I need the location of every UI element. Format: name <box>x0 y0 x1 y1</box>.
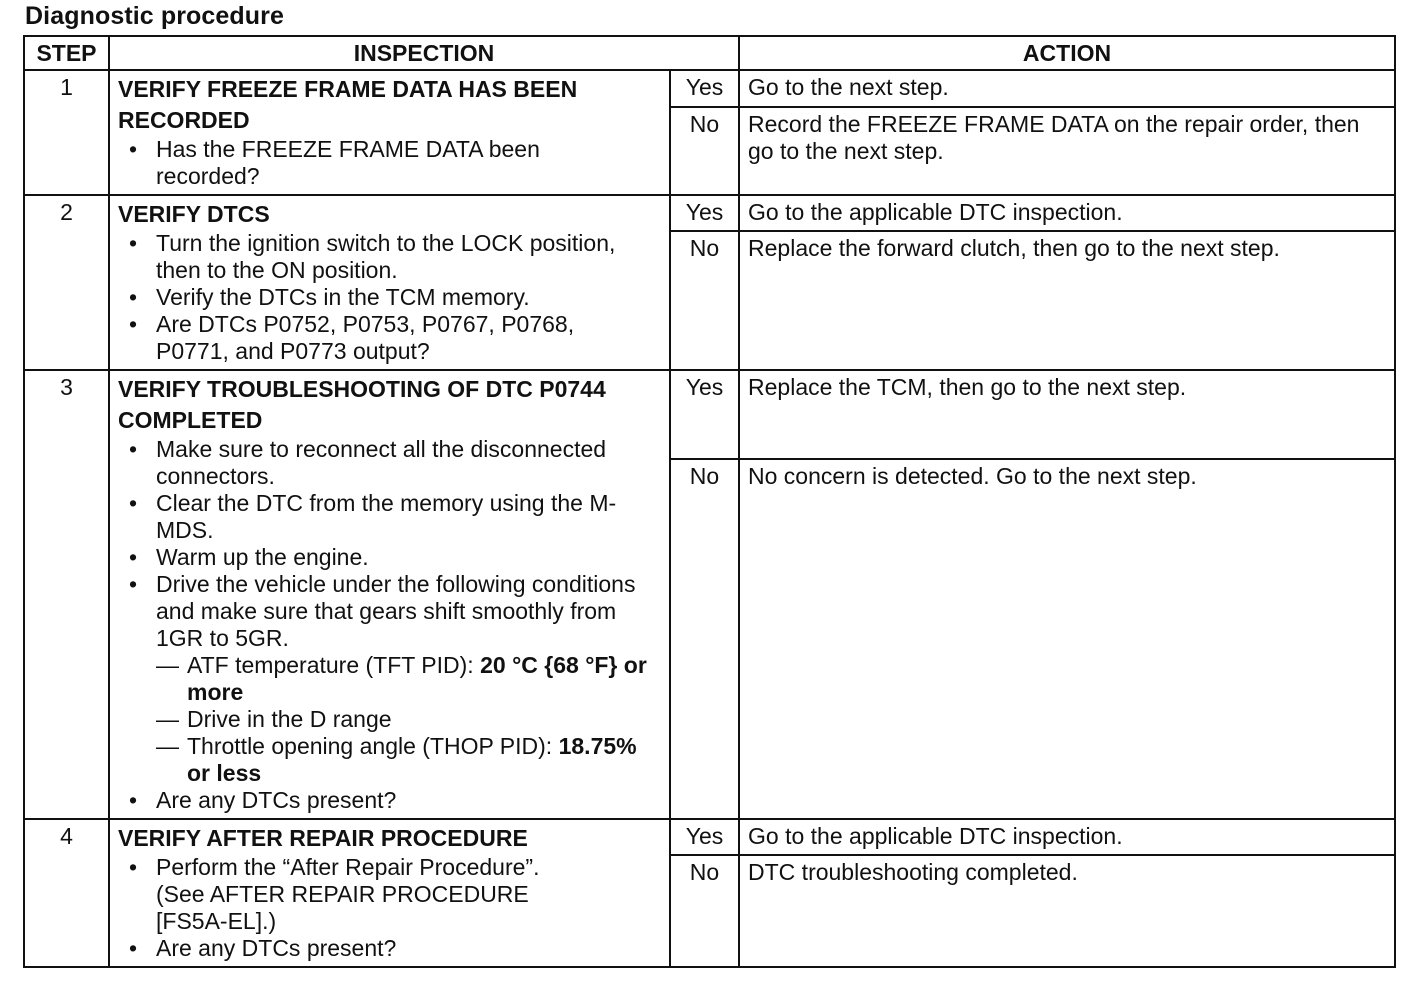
inspection-title: VERIFY DTCS <box>118 201 270 227</box>
no-label: No <box>670 459 739 819</box>
inspection-bullets <box>118 230 663 365</box>
step-number: 3 <box>24 370 109 819</box>
inspection-cell <box>109 195 670 370</box>
inspection-cell <box>109 70 670 195</box>
inspection-bullets <box>118 136 663 190</box>
bullet-item: • Verify the DTCs in the TCM memory. <box>118 284 663 311</box>
bullet-item: • Are DTCs P0752, P0753, P0767, P0768, P0771, and P0773 output? <box>118 311 663 365</box>
yes-label: Yes <box>670 70 739 107</box>
condition-item: — Throttle opening angle (THOP PID): 18.75% or less <box>156 733 637 786</box>
no-label: No <box>670 855 739 967</box>
yes-label: Yes <box>670 195 739 231</box>
no-label: No <box>670 231 739 370</box>
bullet-item: • Drive the vehicle under the following conditions and make sure that gears shift smoothly from 1GR to 5GR. — ATF temperature (TFT PID): 20 °C {68 °F} or more — Drive in the D range — Throttle opening angle (THOP PID): 18.75% or less <box>118 571 663 787</box>
yes-action: Go to the next step. <box>739 70 1395 107</box>
header-action: ACTION <box>739 36 1395 70</box>
table-row <box>24 370 1395 459</box>
inspection-title: VERIFY AFTER REPAIR PROCEDURE <box>118 825 528 851</box>
diagnostic-procedure-table <box>23 35 1396 968</box>
step-number: 2 <box>24 195 109 370</box>
bullet-item: • Are any DTCs present? <box>118 787 663 814</box>
header-step: STEP <box>24 36 109 70</box>
condition-item: — Drive in the D range <box>156 706 392 732</box>
condition-list <box>156 652 663 787</box>
no-label: No <box>670 107 739 195</box>
yes-action: Go to the applicable DTC inspection. <box>739 195 1395 231</box>
inspection-bullets <box>118 854 663 962</box>
bullet-item: • Warm up the engine. <box>118 544 663 571</box>
no-action: No concern is detected. Go to the next step. <box>739 459 1395 819</box>
no-action: DTC troubleshooting completed. <box>739 855 1395 967</box>
bullet-item: • Turn the ignition switch to the LOCK position, then to the ON position. <box>118 230 663 284</box>
yes-action: Replace the TCM, then go to the next step. <box>739 370 1395 459</box>
inspection-title: VERIFY TROUBLESHOOTING OF DTC P0744 COMPLETED <box>118 376 606 433</box>
yes-label: Yes <box>670 370 739 459</box>
bullet-item: • Has the FREEZE FRAME DATA been recorded? <box>118 136 663 190</box>
no-action: Record the FREEZE FRAME DATA on the repair order, then go to the next step. <box>739 107 1395 195</box>
step-number: 4 <box>24 819 109 967</box>
table-header-row <box>24 36 1395 70</box>
bullet-item: • Are any DTCs present? <box>118 935 663 962</box>
condition-item: — ATF temperature (TFT PID): 20 °C {68 °F} or more <box>156 652 647 705</box>
inspection-title: VERIFY FREEZE FRAME DATA HAS BEEN RECORDED <box>118 76 578 133</box>
no-action: Replace the forward clutch, then go to the next step. <box>739 231 1395 370</box>
header-inspection: INSPECTION <box>109 36 739 70</box>
bullet-item: • Clear the DTC from the memory using the M-MDS. <box>118 490 663 544</box>
page-title: Diagnostic procedure <box>25 2 284 30</box>
table-row <box>24 819 1395 855</box>
yes-action: Go to the applicable DTC inspection. <box>739 819 1395 855</box>
inspection-bullets <box>118 436 663 814</box>
yes-label: Yes <box>670 819 739 855</box>
table-row <box>24 195 1395 231</box>
inspection-cell <box>109 819 670 967</box>
bullet-item: • Perform the “After Repair Procedure”. (See AFTER REPAIR PROCEDURE [FS5A-EL].) <box>118 854 663 935</box>
bullet-item: • Make sure to reconnect all the disconnected connectors. <box>118 436 663 490</box>
table-row <box>24 70 1395 107</box>
inspection-cell <box>109 370 670 819</box>
step-number: 1 <box>24 70 109 195</box>
